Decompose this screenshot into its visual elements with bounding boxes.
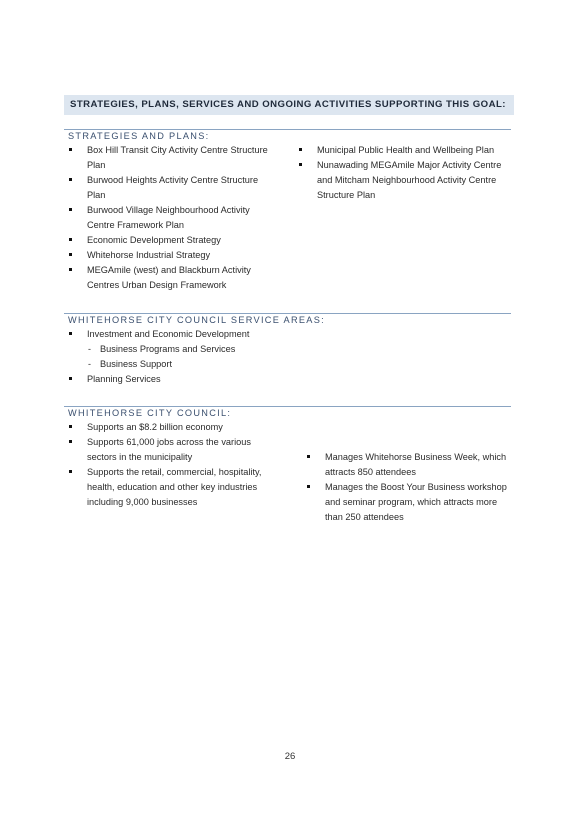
bullet-icon	[69, 208, 72, 211]
list-item: Nunawading MEGAmile Major Activity Centre and Mitcham Neighbourhood Activity Centre Structure Plan	[294, 158, 511, 203]
page-number: 26	[284, 751, 296, 762]
bullet-icon	[69, 440, 72, 443]
bullet-icon	[69, 377, 72, 380]
bullet-icon	[69, 470, 72, 473]
council-right-column	[302, 450, 511, 525]
service-areas-heading: WHITEHORSE CITY COUNCIL SERVICE AREAS:	[64, 313, 511, 327]
list-item: Box Hill Transit City Activity Centre Structure Plan	[64, 143, 274, 173]
strategies-heading: STRATEGIES AND PLANS:	[64, 129, 511, 143]
list-item: Investment and Economic Development	[64, 327, 324, 342]
service-areas-section	[64, 313, 511, 387]
list-item: Manages Whitehorse Business Week, which attracts 850 attendees	[302, 450, 511, 480]
council-heading: WHITEHORSE CITY COUNCIL:	[64, 406, 511, 420]
bullet-icon	[69, 178, 72, 181]
list-item: Burwood Village Neighbourhood Activity Centre Framework Plan	[64, 203, 274, 233]
list-item: Planning Services	[64, 372, 324, 387]
council-left-column	[64, 420, 279, 510]
dash-icon: -	[88, 344, 91, 354]
bullet-icon	[69, 148, 72, 151]
goal-title: STRATEGIES, PLANS, SERVICES AND ONGOING ACTIVITIES SUPPORTING THIS GOAL:	[70, 99, 506, 110]
bullet-icon	[299, 148, 302, 151]
bullet-icon	[299, 163, 302, 166]
dash-icon: -	[88, 359, 91, 369]
bullet-icon	[69, 332, 72, 335]
list-item: Burwood Heights Activity Centre Structure Plan	[64, 173, 274, 203]
list-item: Economic Development Strategy	[64, 233, 274, 248]
list-item: Manages the Boost Your Business workshop and seminar program, which attracts more than 250 attendees	[302, 480, 511, 525]
bullet-icon	[69, 238, 72, 241]
bullet-icon	[69, 268, 72, 271]
strategies-left-column	[64, 143, 274, 293]
goal-title-bar	[64, 95, 514, 115]
bullet-icon	[69, 425, 72, 428]
list-item: Supports an $8.2 billion economy	[64, 420, 279, 435]
sub-list-item: - Business Support	[64, 357, 324, 372]
list-item: Supports the retail, commercial, hospitality, health, education and other key industries including 9,000 businesses	[64, 465, 279, 510]
sub-list-item: - Business Programs and Services	[64, 342, 324, 357]
list-item: MEGAmile (west) and Blackburn Activity Centres Urban Design Framework	[64, 263, 274, 293]
bullet-icon	[69, 253, 72, 256]
list-item: Whitehorse Industrial Strategy	[64, 248, 274, 263]
strategies-section	[64, 129, 511, 293]
list-item: Municipal Public Health and Wellbeing Plan	[294, 143, 511, 158]
council-section	[64, 406, 511, 522]
list-item: Supports 61,000 jobs across the various sectors in the municipality	[64, 435, 279, 465]
strategies-right-column	[294, 143, 511, 203]
bullet-icon	[307, 455, 310, 458]
bullet-icon	[307, 485, 310, 488]
